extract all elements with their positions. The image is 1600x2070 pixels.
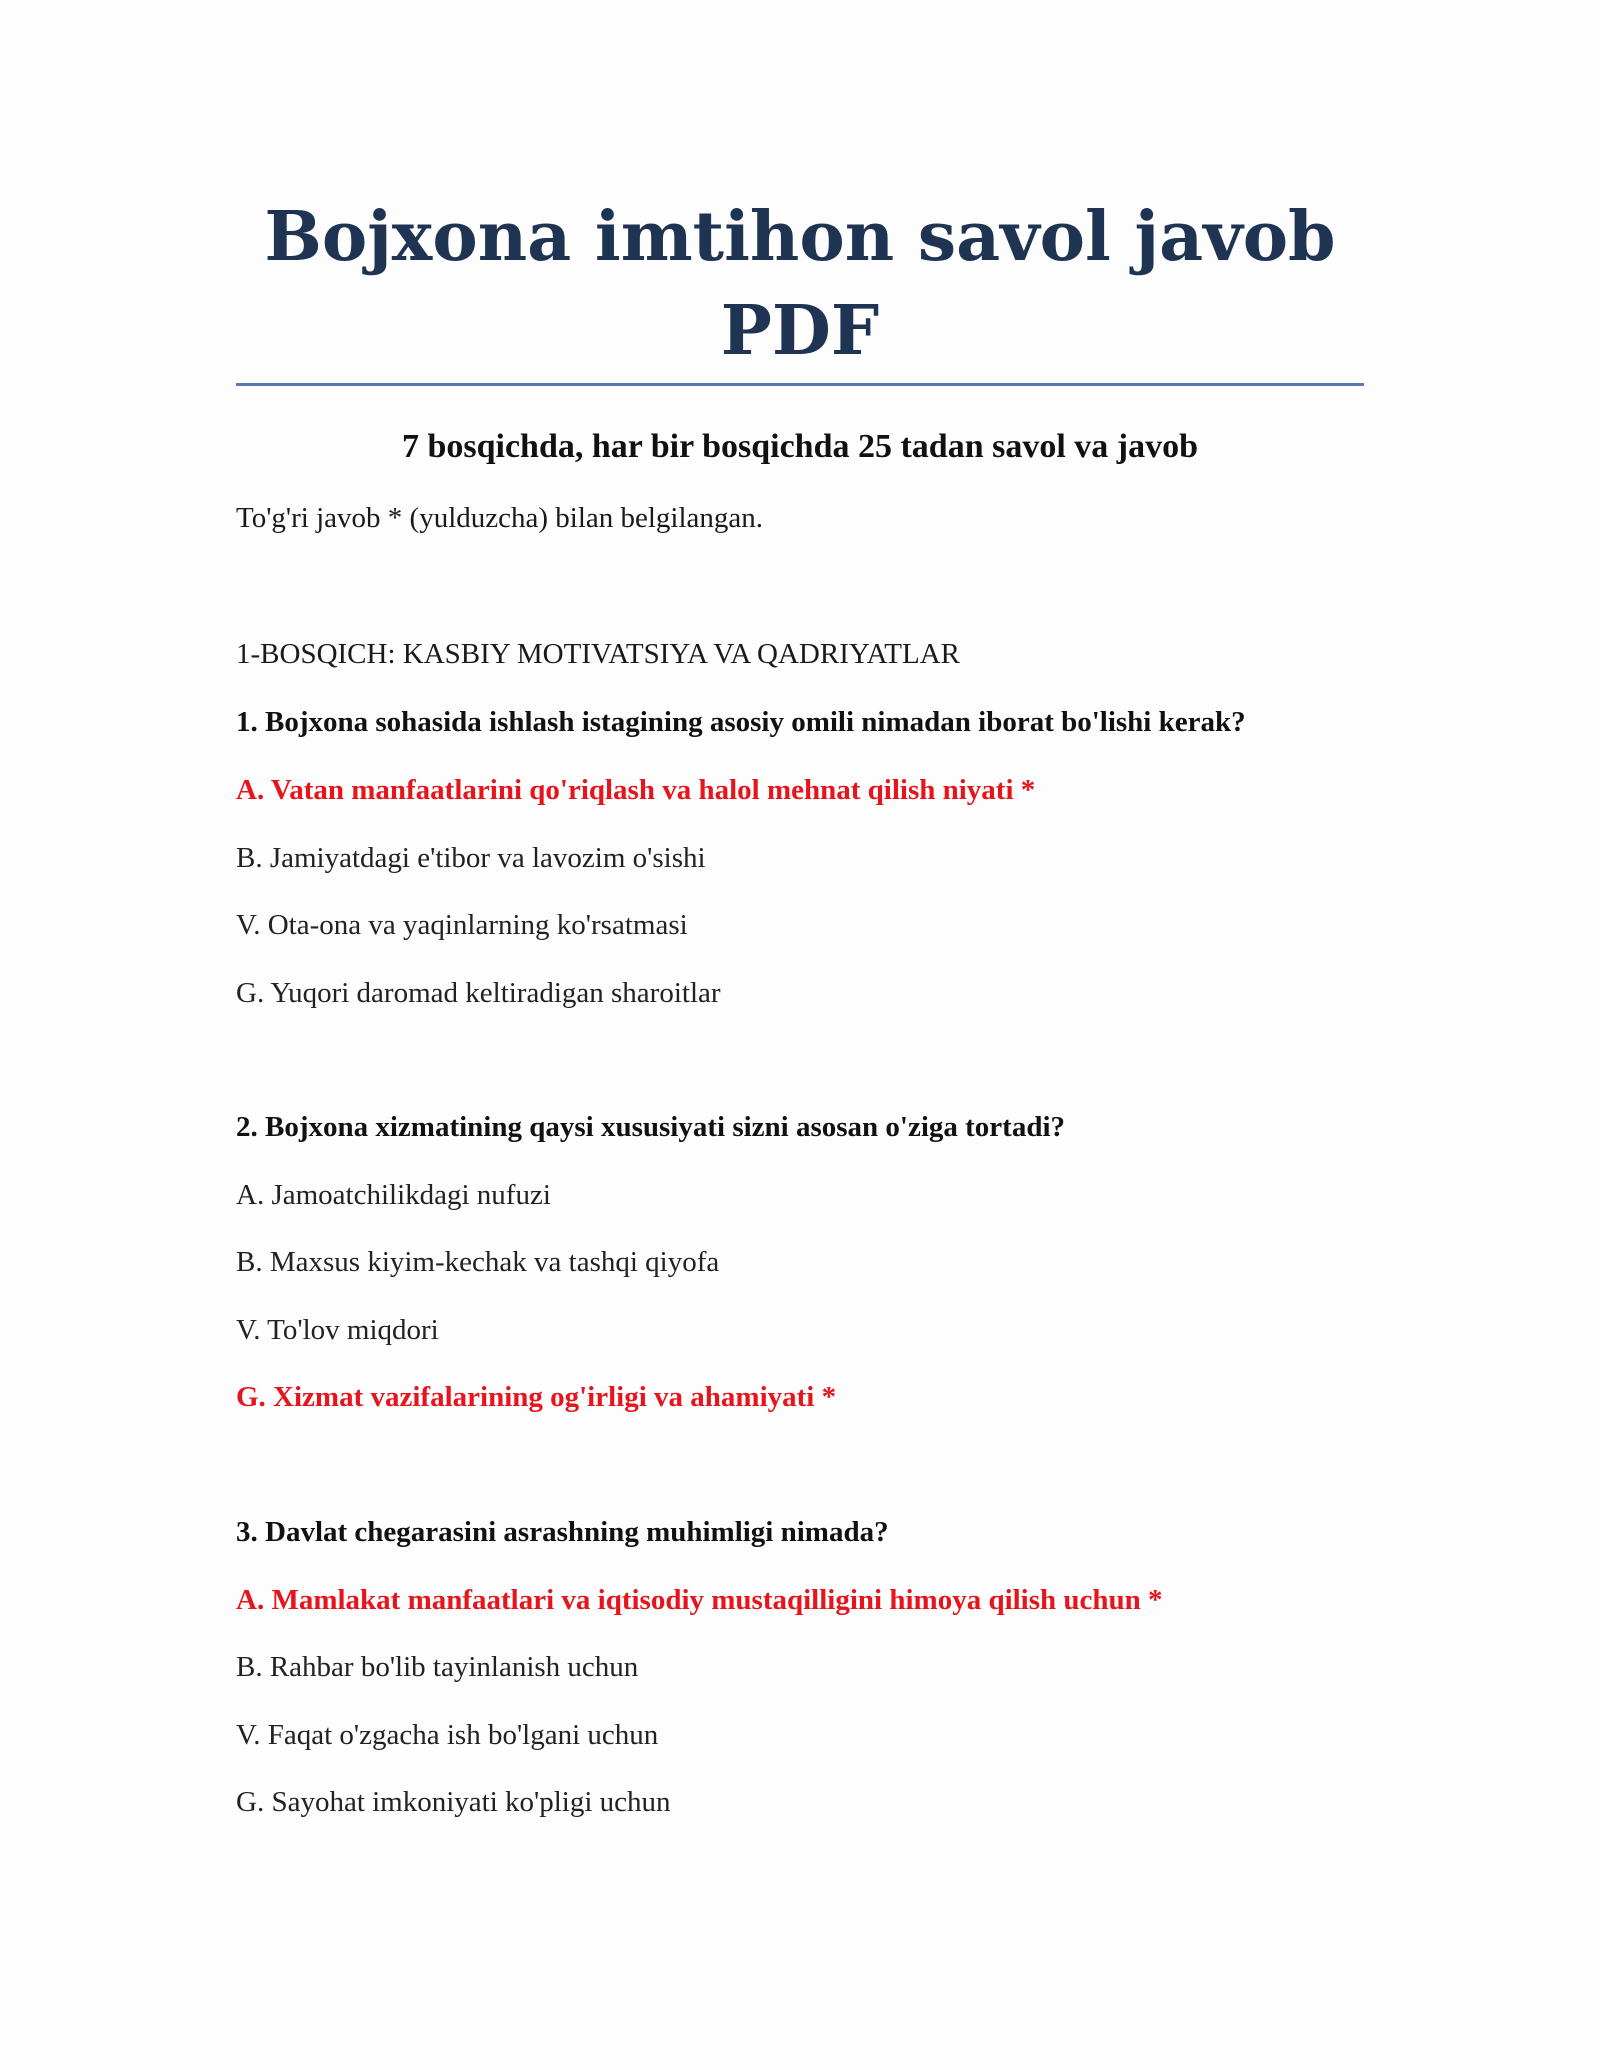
- document-title: Bojxona imtihon savol javob PDF: [264, 197, 1336, 371]
- question-3-option-a: A. Mamlakat manfaatlari va iqtisodiy mustaqilligini himoya qilish uchun *: [236, 1584, 1163, 1616]
- question-1-option-a: A. Vatan manfaatlarini qo'riqlash va halol mehnat qilish niyati *: [236, 774, 1036, 806]
- answer-key-note: To'g'ri javob * (yulduzcha) bilan belgilangan.: [236, 502, 764, 534]
- section-title: 1-BOSQICH: KASBIY MOTIVATSIYA VA QADRIYATLAR: [236, 638, 961, 670]
- question-2: 2. Bojxona xizmatining qaysi xususiyati sizni asosan o'ziga tortadi?: [236, 1111, 1066, 1143]
- question-2-option-a: A. Jamoatchilikdagi nufuzi: [236, 1179, 551, 1211]
- question-1: 1. Bojxona sohasida ishlash istagining asosiy omili nimadan iborat bo'lishi kerak?: [236, 706, 1246, 738]
- document-subtitle: 7 bosqichda, har bir bosqichda 25 tadan savol va javob: [401, 428, 1199, 465]
- question-3-option-g: G. Sayohat imkoniyati ko'pligi uchun: [236, 1786, 671, 1818]
- question-1-option-g: G. Yuqori daromad keltiradigan sharoitlar: [236, 977, 721, 1009]
- question-2-option-b: B. Maxsus kiyim-kechak va tashqi qiyofa: [236, 1246, 720, 1278]
- question-2-option-v: V. To'lov miqdori: [236, 1314, 439, 1346]
- question-1-option-v: V. Ota-ona va yaqinlarning ko'rsatmasi: [236, 909, 688, 941]
- question-3: 3. Davlat chegarasini asrashning muhimligi nimada?: [236, 1516, 889, 1548]
- question-2-option-g: G. Xizmat vazifalarining og'irligi va ahamiyati *: [236, 1381, 837, 1413]
- title-divider: [236, 383, 1364, 386]
- question-3-option-b: B. Rahbar bo'lib tayinlanish uchun: [236, 1651, 639, 1683]
- question-3-option-v: V. Faqat o'zgacha ish bo'lgani uchun: [236, 1719, 659, 1751]
- question-1-option-b: B. Jamiyatdagi e'tibor va lavozim o'sishi: [236, 842, 706, 874]
